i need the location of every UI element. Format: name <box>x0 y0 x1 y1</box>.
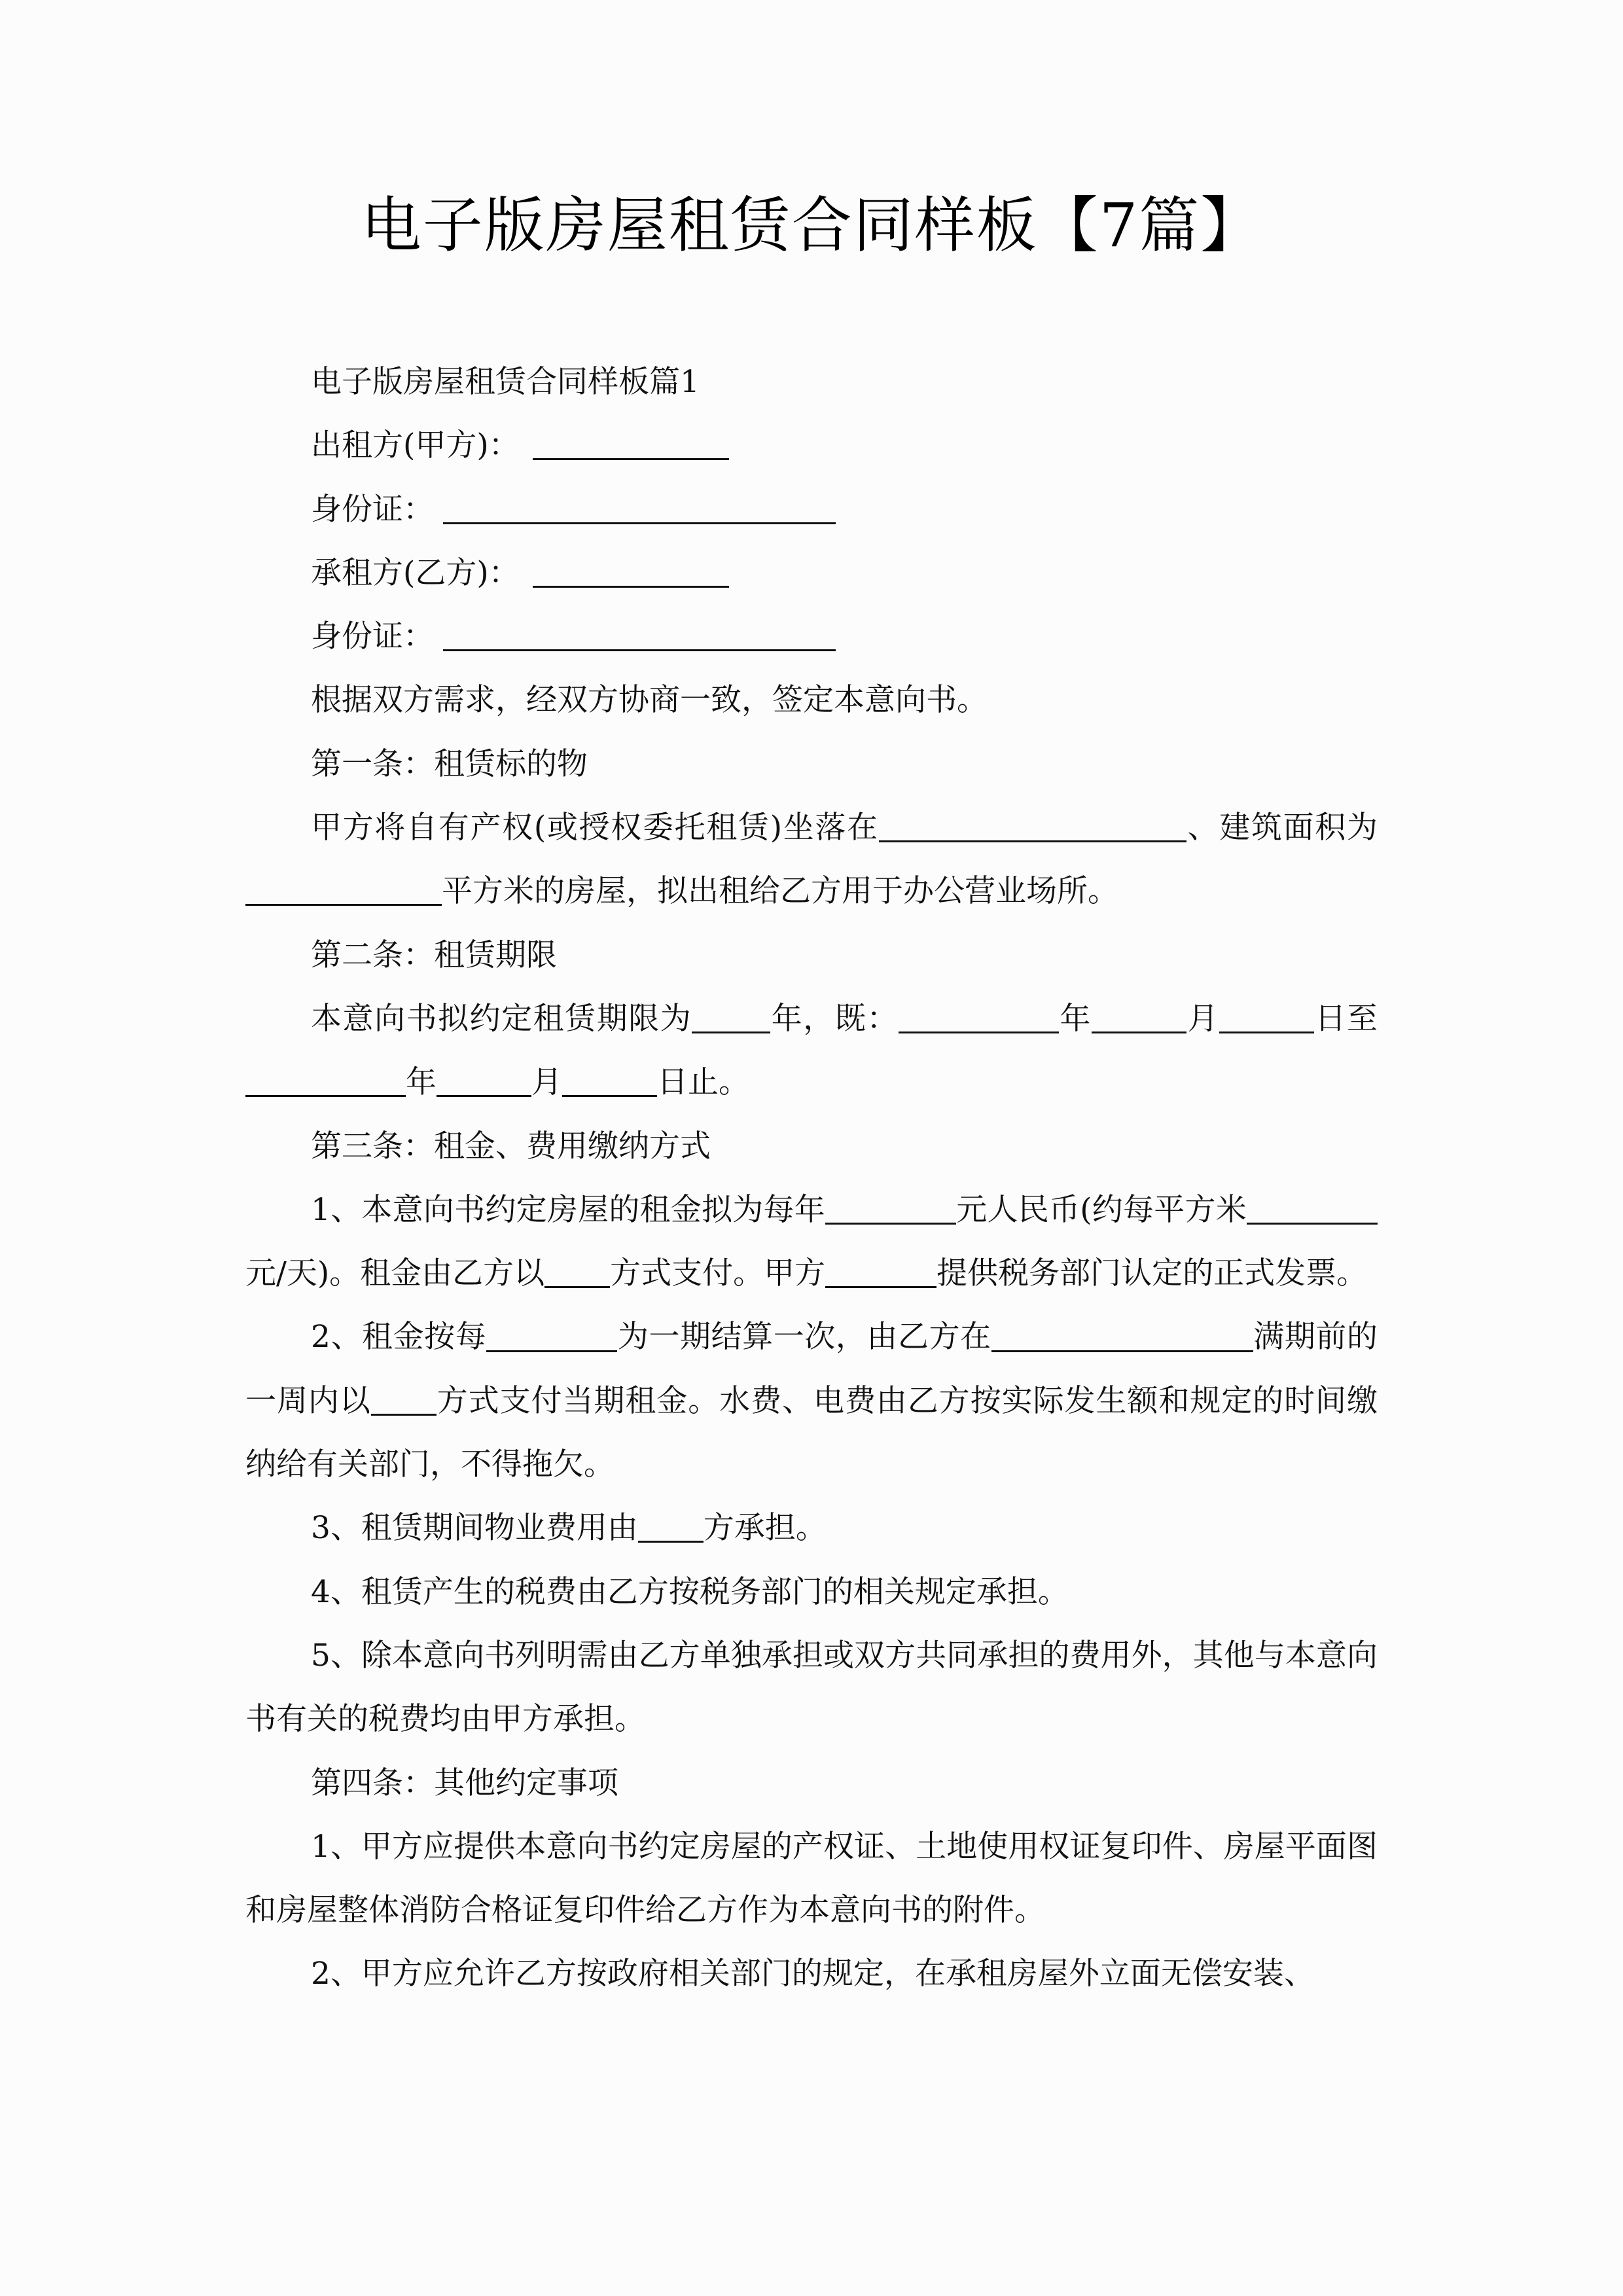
lessee-id-blank[interactable] <box>443 619 836 651</box>
lessee-id-label: 身份证： <box>311 619 434 655</box>
article3-item2-c: 满期前的一周内以 <box>245 1319 1378 1419</box>
article4-item2: 2、甲方应允许乙方按政府相关部门的规定，在承租房屋外立面无偿安装、 <box>311 1956 1315 1992</box>
lessor-name-blank[interactable] <box>533 427 729 460</box>
article1-text-a: 甲方将自有产权(或授权委托租赁)坐落在 <box>311 810 879 846</box>
payment-method-blank[interactable] <box>544 1255 610 1288</box>
article3-item2-b: 为一期结算一次，由乙方在 <box>617 1319 991 1355</box>
article1-text-c: 平方米的房屋，拟出租给乙方用于办公营业场所。 <box>442 873 1118 910</box>
article2-text-h: 日止。 <box>657 1064 749 1101</box>
start-day-blank[interactable] <box>1219 1001 1314 1033</box>
period-payment-method-blank[interactable] <box>371 1383 437 1416</box>
article3-item3-b: 方承担。 <box>703 1510 827 1547</box>
lessee-name-blank[interactable] <box>533 555 729 588</box>
document-title: 电子版房屋租赁合同样板【7篇】 <box>361 190 1262 260</box>
article2-paragraph <box>245 987 1378 1115</box>
article3-item1-a: 1、本意向书约定房屋的租金拟为每年 <box>311 1191 825 1228</box>
article3-item1-b: 元人民币(约每平方米 <box>956 1191 1247 1228</box>
article2-text-e: 日至 <box>1313 1000 1378 1037</box>
article3-item2-d: 方式支付当期租金。水费、电费由乙方按实际发生额和规定的时间缴纳给有关部门，不得拖欠。 <box>245 1382 1378 1483</box>
article3-item1-c: 元/天)。租金由乙方以 <box>245 1255 545 1292</box>
lease-years-blank[interactable] <box>692 1001 770 1033</box>
article2-text-g: 月 <box>531 1064 562 1101</box>
article3-item2-a: 2、租金按每 <box>311 1319 487 1355</box>
period-end-blank[interactable] <box>991 1319 1253 1352</box>
property-location-blank[interactable] <box>879 810 1186 842</box>
article3-item2 <box>245 1305 1378 1496</box>
floor-area-blank[interactable] <box>245 873 442 906</box>
article1-paragraph <box>245 796 1378 924</box>
article3-item3 <box>245 1496 1378 1560</box>
daily-rate-blank[interactable] <box>1247 1192 1378 1225</box>
article2-text-a: 本意向书拟约定租赁期限为 <box>311 1000 692 1037</box>
lessor-label: 出租方(甲方)： <box>311 427 520 464</box>
article3-item1-e: 提供税务部门认定的正式发票。 <box>936 1255 1368 1292</box>
property-fee-party-blank[interactable] <box>638 1510 704 1543</box>
lessee-line <box>245 541 1378 605</box>
lessor-line <box>245 414 1378 477</box>
article4-heading: 第四条：其他约定事项 <box>311 1765 618 1801</box>
article2-text-f: 年 <box>406 1064 437 1101</box>
article2-heading: 第二条：租赁期限 <box>311 937 557 973</box>
article3-item1 <box>245 1178 1378 1306</box>
article3-item5: 5、除本意向书列明需由乙方单独承担或双方共同承担的费用外，其他与本意向书有关的税费均由甲方承担。 <box>245 1637 1378 1738</box>
start-month-blank[interactable] <box>1092 1001 1186 1033</box>
article3-heading: 第三条：租金、费用缴纳方式 <box>311 1128 711 1164</box>
lessee-id-line <box>245 605 1378 668</box>
lessee-label: 承租方(乙方)： <box>311 554 520 591</box>
section-heading: 电子版房屋租赁合同样板篇1 <box>311 364 700 400</box>
article4-item1: 1、甲方应提供本意向书约定房屋的产权证、土地使用权证复印件、房屋平面图和房屋整体消防合格证复印件给乙方作为本意向书的附件。 <box>245 1828 1378 1929</box>
end-month-blank[interactable] <box>437 1064 531 1097</box>
end-day-blank[interactable] <box>562 1064 657 1097</box>
billing-period-blank[interactable] <box>486 1319 617 1352</box>
annual-rent-blank[interactable] <box>825 1192 956 1225</box>
document-body <box>245 350 1378 2006</box>
lessor-id-label: 身份证： <box>311 491 434 528</box>
article2-text-d: 月 <box>1186 1000 1219 1037</box>
article3-item4: 4、租赁产生的税费由乙方按税务部门的相关规定承担。 <box>311 1573 1069 1610</box>
end-year-blank[interactable] <box>245 1064 406 1097</box>
article2-text-c: 年 <box>1058 1000 1092 1037</box>
invoice-provision-blank[interactable] <box>825 1255 936 1288</box>
lessor-id-line <box>245 478 1378 541</box>
article1-heading: 第一条：租赁标的物 <box>311 745 588 782</box>
article1-text-b: 、建筑面积为 <box>1186 810 1378 846</box>
article3-item1-d: 方式支付。甲方 <box>610 1255 826 1292</box>
article2-text-b: 年，既： <box>770 1000 899 1037</box>
intro-paragraph: 根据双方需求，经双方协商一致，签定本意向书。 <box>311 682 988 719</box>
lessor-id-blank[interactable] <box>443 492 836 524</box>
start-year-blank[interactable] <box>899 1001 1059 1033</box>
article3-item3-a: 3、租赁期间物业费用由 <box>311 1510 638 1547</box>
